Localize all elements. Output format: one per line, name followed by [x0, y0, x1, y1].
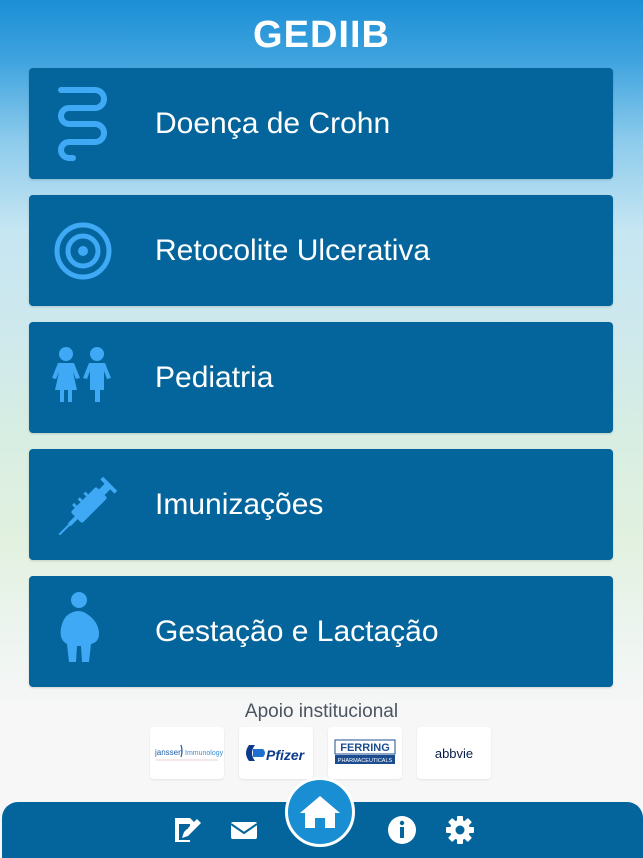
home-icon [288, 780, 352, 844]
syringe-icon [49, 465, 129, 545]
ferring-logo [328, 727, 402, 779]
menu-item-retocolite[interactable] [29, 195, 613, 306]
janssen-logo [150, 727, 224, 779]
janssen-logo-sub: Immunology [185, 750, 224, 757]
mail-icon[interactable] [228, 814, 260, 846]
target-icon [49, 211, 129, 291]
intestine-icon [49, 84, 129, 164]
settings-icon[interactable] [444, 814, 476, 846]
menu-label: Pediatria [155, 361, 274, 394]
menu-label: Doença de Crohn [155, 107, 391, 140]
menu-item-pediatria[interactable] [29, 322, 613, 433]
abbvie-logo-text: abbvie [434, 746, 474, 761]
pfizer-logo-text: Pfizer [266, 747, 305, 763]
support-title: Apoio institucional [244, 701, 399, 722]
app-title: GEDIIB [253, 14, 390, 56]
edit-document-icon[interactable] [170, 814, 202, 846]
children-icon [49, 338, 129, 418]
menu-label: Imunizações [155, 488, 324, 521]
menu-item-gestacao[interactable] [29, 576, 613, 687]
pfizer-logo [239, 727, 313, 779]
ferring-logo-sub: PHARMACEUTICALS [337, 758, 393, 764]
ferring-logo-text: FERRING [340, 742, 390, 754]
home-button[interactable] [285, 777, 355, 847]
janssen-logo-text: janssen [155, 748, 183, 757]
menu-item-imunizacoes[interactable] [29, 449, 613, 560]
menu-label: Gestação e Lactação [155, 615, 439, 648]
info-icon[interactable] [386, 814, 418, 846]
pregnant-woman-icon [49, 592, 129, 672]
menu-label: Retocolite Ulcerativa [155, 234, 431, 267]
abbvie-logo [417, 727, 491, 779]
menu-item-crohn[interactable] [29, 68, 613, 179]
